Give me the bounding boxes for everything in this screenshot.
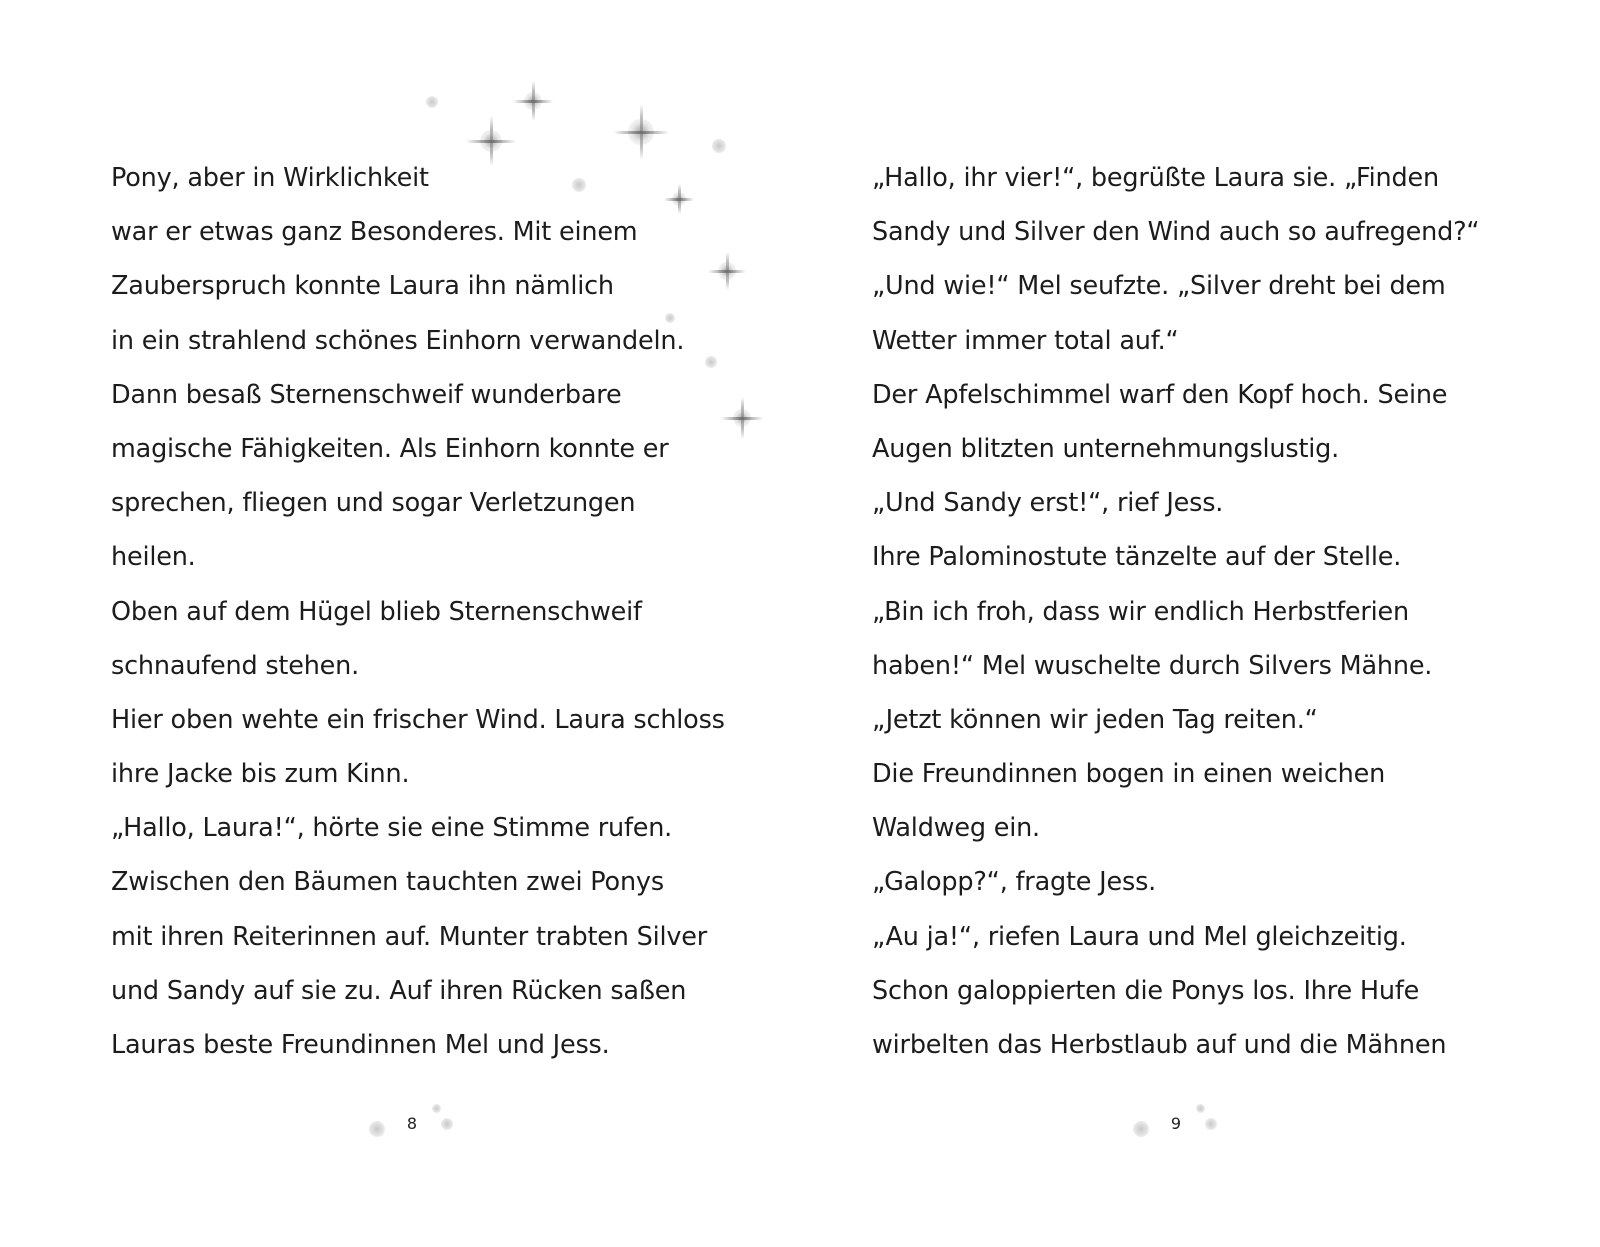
- text-line: „Hallo, Laura!“, hörte sie eine Stimme rufen.: [111, 813, 673, 844]
- text-line: „Und Sandy erst!“, rief Jess.: [872, 488, 1224, 519]
- sparkle-dot-icon: [426, 96, 438, 108]
- text-line: heilen.: [111, 542, 196, 573]
- text-line: Zauberspruch konnte Laura ihn nämlich: [111, 271, 614, 302]
- text-line: „Hallo, ihr vier!“, begrüßte Laura sie. „Finden: [872, 163, 1439, 193]
- page-number-sparkle-icon: [432, 1104, 441, 1113]
- text-line: Lauras beste Freundinnen Mel und Jess.: [111, 1030, 610, 1060]
- text-line: „Jetzt können wir jeden Tag reiten.“: [872, 704, 1318, 735]
- text-line: „Und wie!“ Mel seufzte. „Silver dreht bei dem: [872, 271, 1446, 302]
- text-line: „Au ja!“, riefen Laura und Mel gleichzeitig.: [872, 921, 1407, 952]
- text-line: Hier oben wehte ein frischer Wind. Laura schloss: [111, 704, 725, 735]
- page-number: 9: [1170, 1114, 1182, 1133]
- page-number-sparkle-icon: [1205, 1118, 1217, 1130]
- text-line: Ihre Palominostute tänzelte auf der Stelle.: [872, 542, 1402, 573]
- text-line: Sandy und Silver den Wind auch so aufregend?“: [872, 217, 1480, 248]
- text-line: war er etwas ganz Besonderes. Mit einem: [111, 217, 638, 248]
- text-line: Dann besaß Sternenschweif wunderbare: [111, 379, 622, 410]
- text-line: haben!“ Mel wuschelte durch Silvers Mähne.: [872, 650, 1433, 681]
- page-number-sparkle-icon: [1133, 1121, 1149, 1137]
- text-line: „Bin ich froh, dass wir endlich Herbstferien: [872, 596, 1410, 627]
- text-line: Die Freundinnen bogen in einen weichen: [872, 759, 1386, 790]
- page-number-sparkle-icon: [369, 1121, 385, 1137]
- text-line: wirbelten das Herbstlaub auf und die Mähnen: [872, 1030, 1447, 1060]
- text-line: sprechen, fliegen und sogar Verletzungen: [111, 488, 636, 519]
- text-line: in ein strahlend schönes Einhorn verwandeln.: [111, 325, 685, 356]
- right-page-text: [872, 151, 1479, 1072]
- text-line: magische Fähigkeiten. Als Einhorn konnte er: [111, 433, 669, 464]
- right-page: [800, 0, 1600, 1247]
- text-line: „Galopp?“, fragte Jess.: [872, 867, 1157, 898]
- text-line: Augen blitzten unternehmungslustig.: [872, 433, 1340, 464]
- page-number-sparkle-icon: [1196, 1104, 1205, 1113]
- text-line: Zwischen den Bäumen tauchten zwei Ponys: [111, 867, 664, 898]
- text-line: schnaufend stehen.: [111, 650, 360, 681]
- text-line: Wetter immer total auf.“: [872, 325, 1179, 356]
- text-line: Pony, aber in Wirklichkeit: [111, 163, 429, 193]
- text-line: Schon galoppierten die Ponys los. Ihre Hufe: [872, 975, 1420, 1006]
- page-number: 8: [406, 1114, 418, 1133]
- left-page-text: [111, 151, 725, 1072]
- text-line: Oben auf dem Hügel blieb Sternenschweif: [111, 596, 642, 627]
- text-line: Waldweg ein.: [872, 813, 1040, 844]
- text-line: ihre Jacke bis zum Kinn.: [111, 759, 410, 790]
- text-line: mit ihren Reiterinnen auf. Munter trabten Silver: [111, 921, 708, 952]
- text-line: Der Apfelschimmel warf den Kopf hoch. Seine: [872, 379, 1448, 410]
- page-number-sparkle-icon: [441, 1118, 453, 1130]
- text-line: und Sandy auf sie zu. Auf ihren Rücken saßen: [111, 975, 687, 1006]
